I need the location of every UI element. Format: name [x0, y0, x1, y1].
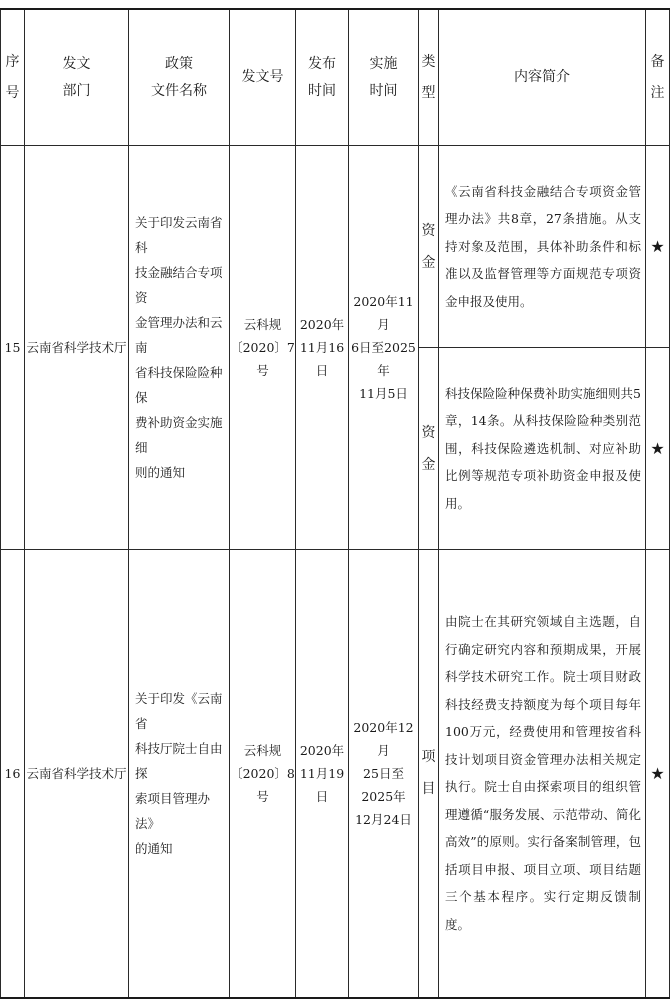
row-seq: 16 — [1, 550, 25, 998]
header-impl: 实施 时间 — [349, 9, 419, 146]
row-type: 资 金 — [419, 348, 439, 550]
row-impl: 2020年11月 6日至2025年 11月5日 — [349, 146, 419, 550]
header-row — [1, 9, 670, 146]
row-summary: 由院士在其研究领域自主选题，自行确定研究内容和预期成果，开展科学技术研究工作。院士项目财政科技经费支持额度为每个项目每年100万元，经费使用和管理按省科技计划项目资金管理办法相关规定执行。院士自由探索项目的组织管理遵循“服务发展、示范带动、简化高效”的原则。实行备案制管理，包括项目申报、项目立项、项目结题三个基本程序。实行定期反馈制度。 — [439, 550, 646, 998]
star-icon: ★ — [646, 348, 670, 550]
row-pubdate: 2020年 11月19日 — [296, 550, 349, 998]
header-note: 备 注 — [646, 9, 670, 146]
star-icon: ★ — [646, 146, 670, 348]
row-docno: 云科规 〔2020〕7号 — [230, 146, 296, 550]
row-policy: 关于印发云南省科 技金融结合专项资 金管理办法和云南 省科技保险险种保 费补助资金实施细 则的通知 — [129, 146, 230, 550]
row-summary: 科技保险险种保费补助实施细则共5章，14条。从科技保险险种类别范围，科技保险遴选机制、对应补助比例等规范专项补助资金申报及使用。 — [439, 348, 646, 550]
header-summary: 内容简介 — [439, 9, 646, 146]
header-docno: 发文号 — [230, 9, 296, 146]
table-row — [1, 146, 670, 348]
row-impl: 2020年12月 25日至2025年 12月24日 — [349, 550, 419, 998]
header-dept: 发文 部门 — [25, 9, 129, 146]
row-policy: 关于印发《云南省 科技厅院士自由探 索项目管理办法》 的通知 — [129, 550, 230, 998]
row-summary: 《云南省科技金融结合专项资金管理办法》共8章，27条措施。从支持对象及范围，具体补助条件和标准以及监督管理等方面规范专项资金申报及使用。 — [439, 146, 646, 348]
header-seq: 序 号 — [1, 9, 25, 146]
header-type: 类 型 — [419, 9, 439, 146]
star-icon: ★ — [646, 550, 670, 998]
header-pubdate: 发布 时间 — [296, 9, 349, 146]
row-type: 项 目 — [419, 550, 439, 998]
row-pubdate: 2020年 11月16日 — [296, 146, 349, 550]
row-dept: 云南省科学技术厅 — [25, 550, 129, 998]
policy-table — [0, 8, 670, 999]
row-seq: 15 — [1, 146, 25, 550]
header-policy: 政策 文件名称 — [129, 9, 230, 146]
row-docno: 云科规 〔2020〕8号 — [230, 550, 296, 998]
row-type: 资 金 — [419, 146, 439, 348]
table-row — [1, 550, 670, 998]
row-dept: 云南省科学技术厅 — [25, 146, 129, 550]
